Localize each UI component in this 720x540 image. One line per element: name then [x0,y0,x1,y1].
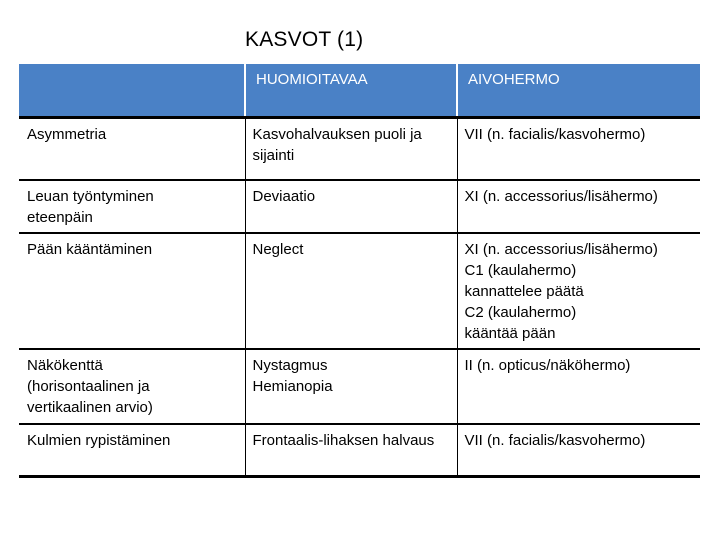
nerve-cell [457,180,700,233]
finding-cell [245,349,457,424]
cell-line: Kulmien rypistäminen [27,432,171,449]
trait-cell [19,424,245,476]
trait-cell [19,349,245,424]
table-row [19,180,700,233]
header-row [19,64,700,117]
cell-line: Deviaatio [252,188,316,205]
header-finding: HUOMIOITAVAA [245,64,457,117]
finding-cell [245,180,457,233]
table-row [19,424,700,476]
cell-line: Hemianopia [252,378,333,395]
finding-cell [245,424,457,476]
cell-line: Näkökenttä [27,357,103,374]
table-row [19,233,700,349]
cell-line: Asymmetria [27,125,107,143]
cell-line: Pään kääntäminen [27,241,153,258]
cell-line: VII (n. facialis/kasvohermo) [464,432,646,449]
nerve-cell [457,233,700,349]
trait-cell [19,117,245,180]
finding-cell [245,117,457,180]
cell-line: Nystagmus [252,357,328,374]
cell-line: C2 (kaulahermo) [464,304,577,321]
cell-line: Frontaalis-lihaksen halvaus [252,432,435,449]
cell-line: Kasvohalvauksen puoli ja [252,125,422,143]
cell-line: II (n. opticus/näköhermo) [464,357,631,374]
cell-line: kääntää pään [464,325,556,342]
cell-line: C1 (kaulahermo) [464,262,577,279]
table-row [19,117,700,180]
nerve-cell [457,349,700,424]
cell-line: VII (n. facialis/kasvohermo) [464,125,646,143]
cell-line: Leuan työntyminen [27,188,154,205]
cell-line: eteenpäin [27,209,93,226]
cell-line: (horisontaalinen ja [27,378,150,395]
cell-line: XI (n. accessorius/lisähermo) [464,188,658,205]
cranial-nerve-table [19,64,700,478]
trait-cell [19,180,245,233]
nerve-cell [457,117,700,180]
cell-line: kannattelee päätä [464,283,584,300]
cell-line: Neglect [252,241,304,258]
cell-line: vertikaalinen arvio) [27,399,153,416]
table-row [19,349,700,424]
trait-cell [19,233,245,349]
table-body [19,117,700,476]
header-trait [19,64,245,117]
header-nerve: AIVOHERMO [457,64,700,117]
cell-line: sijainti [252,146,295,164]
page-title: KASVOT (1) [245,28,364,51]
table-header [19,64,700,117]
nerve-cell [457,424,700,476]
cell-line: XI (n. accessorius/lisähermo) [464,241,658,258]
finding-cell [245,233,457,349]
